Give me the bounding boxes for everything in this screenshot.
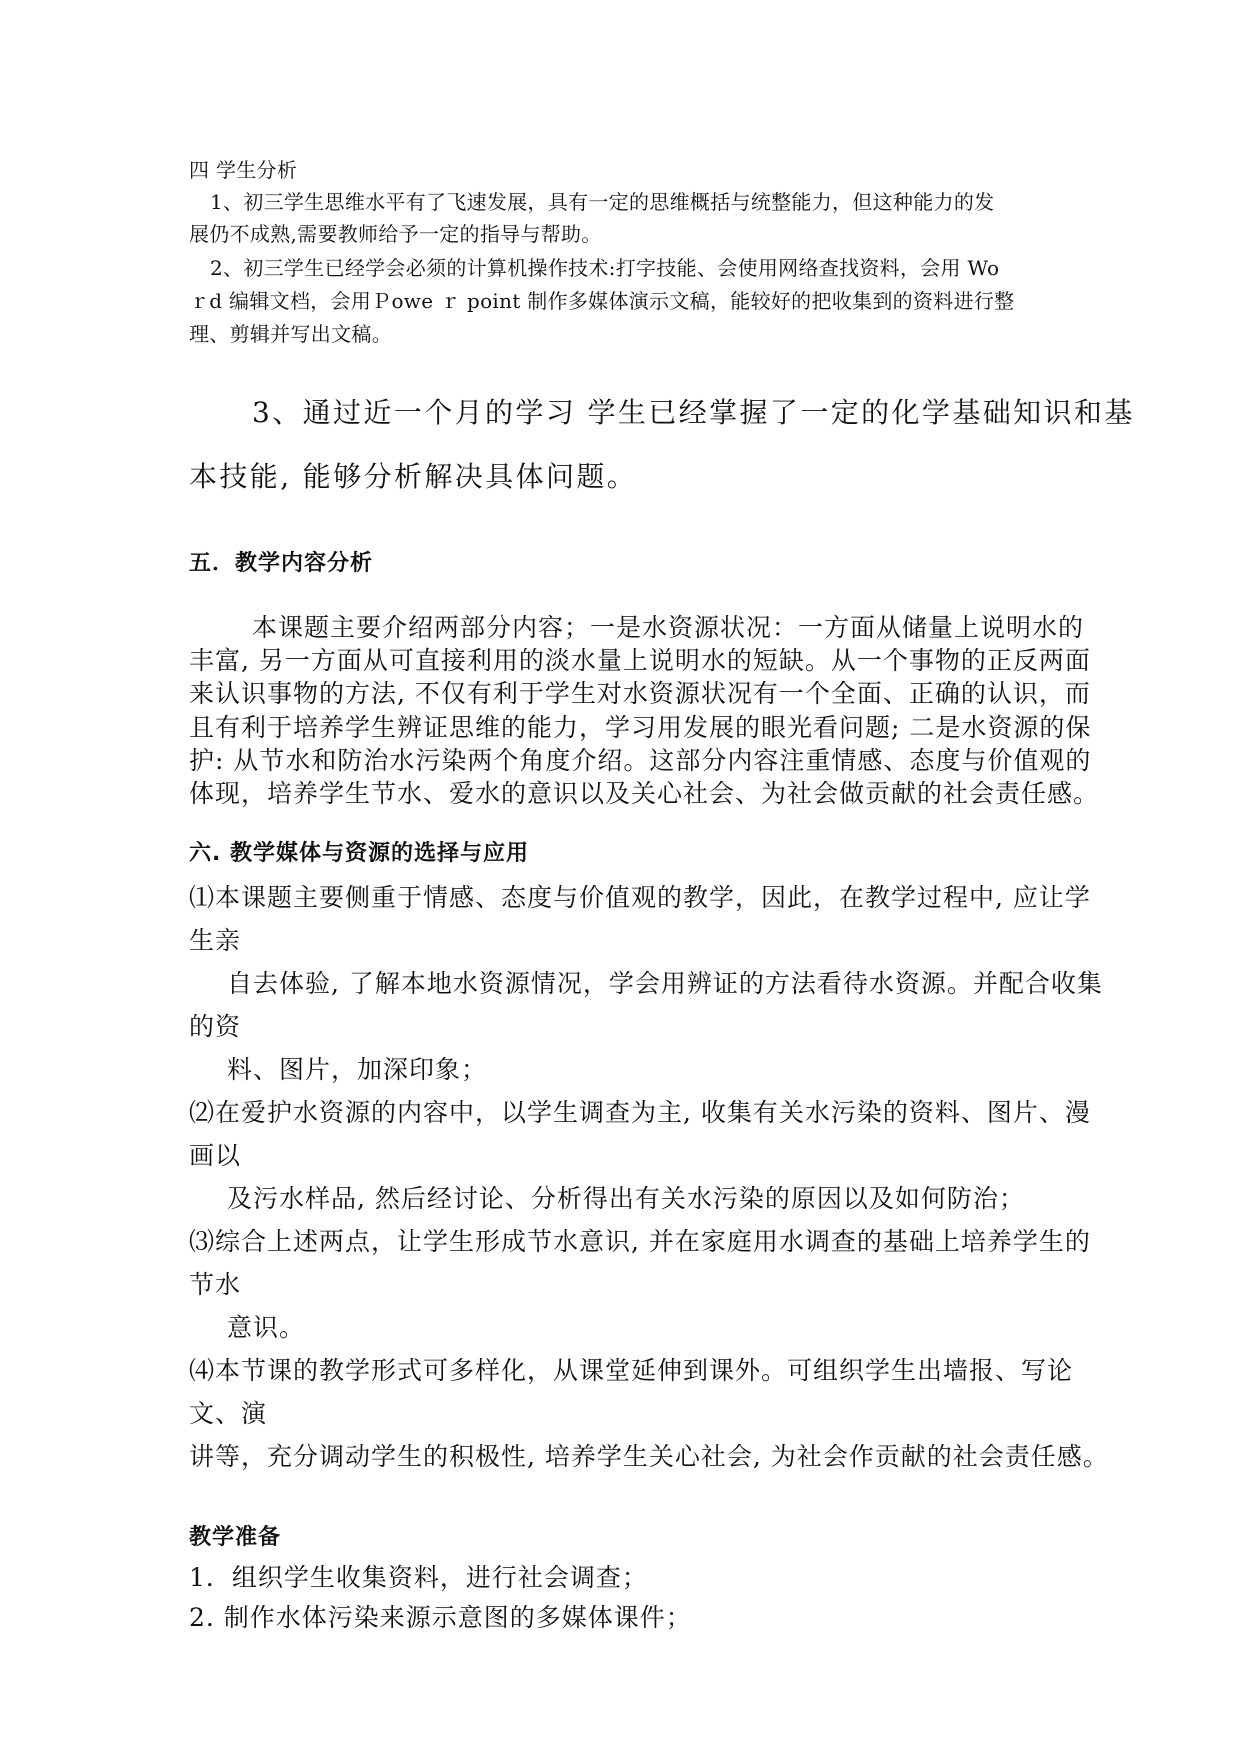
section4-p2-line3: 理、剪辑并写出文稿。 [189, 322, 392, 346]
section6-line: 画以 [189, 1141, 242, 1170]
section4-p2-line1: 2、初三学生已经学会必须的计算机操作技术:打字技能、会使用网络查找资料，会用 Wo [210, 256, 1000, 280]
section6-line: 料、图片，加深印象； [227, 1055, 488, 1084]
section6-line: ⑵在爱护水资源的内容中，以学生调查为主, 收集有关水污染的资料、图片、漫 [189, 1098, 1091, 1127]
section5-line: 来认识事物的方法, 不仅有利于学生对水资源状况有一个全面、正确的认识，而 [189, 679, 1091, 708]
section5-line: 且有利于培养学生辨证思维的能力，学习用发展的眼光看问题; 二是水资源的保 [189, 713, 1092, 742]
prep-item-1: 1．组织学生收集资料，进行社会调查； [189, 1563, 648, 1592]
section5-heading: 五．教学内容分析 [189, 551, 374, 576]
section5-line: 体现，培养学生节水、爱水的意识以及关心社会、为社会做贡献的社会责任感。 [189, 779, 1100, 808]
section5-line: 本课题主要介绍两部分内容；一是水资源状况：一方面从储量上说明水的 [252, 613, 1085, 642]
section5-line: 护: 从节水和防治水污染两个角度介绍。这部分内容注重情感、态度与价值观的 [189, 746, 1092, 775]
section6-heading: 六. 教学媒体与资源的选择与应用 [189, 841, 530, 866]
section4-p3-line1: 3、通过近一个月的学习 学生已经掌握了一定的化学基础知识和基 [252, 396, 1135, 429]
section6-line: 的资 [189, 1012, 242, 1041]
section6-line: 自去体验, 了解本地水资源情况，学会用辨证的方法看待水资源。并配合收集 [227, 969, 1103, 998]
section5-line: 丰富, 另一方面从可直接利用的淡水量上说明水的短缺。从一个事物的正反两面 [189, 646, 1091, 675]
prep-item-2: 2. 制作水体污染来源示意图的多媒体课件； [189, 1603, 692, 1632]
section6-line: ⑶综合上述两点，让学生形成节水意识, 并在家庭用水调查的基础上培养学生的 [189, 1227, 1091, 1256]
section6-line: ⑴本课题主要侧重于情感、态度与价值观的教学，因此，在教学过程中, 应让学 [189, 883, 1091, 912]
section4-p3-line2: 本技能, 能够分析解决具体问题。 [189, 460, 638, 493]
section6-line: 及污水样品, 然后经讨论、分析得出有关水污染的原因以及如何防治； [227, 1184, 1025, 1213]
section4-p2-line2: ｒd 编辑文档，会用Ｐowe ｒ point 制作多媒体演示文稿，能较好的把收集到的资料进行整 [189, 289, 1015, 313]
section4-p1-line2: 展仍不成熟,需要教师给予一定的指导与帮助。 [189, 222, 602, 246]
section6-line: ⑷本节课的教学形式可多样化，从课堂延伸到课外。可组织学生出墙报、写论 [189, 1356, 1074, 1385]
section6-line: 讲等，充分调动学生的积极性, 培养学生关心社会, 为社会作贡献的社会责任感。 [189, 1442, 1109, 1471]
section4-heading: 四 学生分析 [189, 158, 298, 182]
prep-heading: 教学准备 [189, 1525, 282, 1550]
section4-p1-line1: 1、初三学生思维水平有了飞速发展，具有一定的思维概括与统整能力，但这种能力的发 [210, 190, 995, 214]
section6-line: 文、演 [189, 1399, 268, 1428]
section6-line: 生亲 [189, 926, 242, 955]
section6-line: 意识。 [227, 1313, 306, 1342]
section6-line: 节水 [189, 1270, 242, 1299]
